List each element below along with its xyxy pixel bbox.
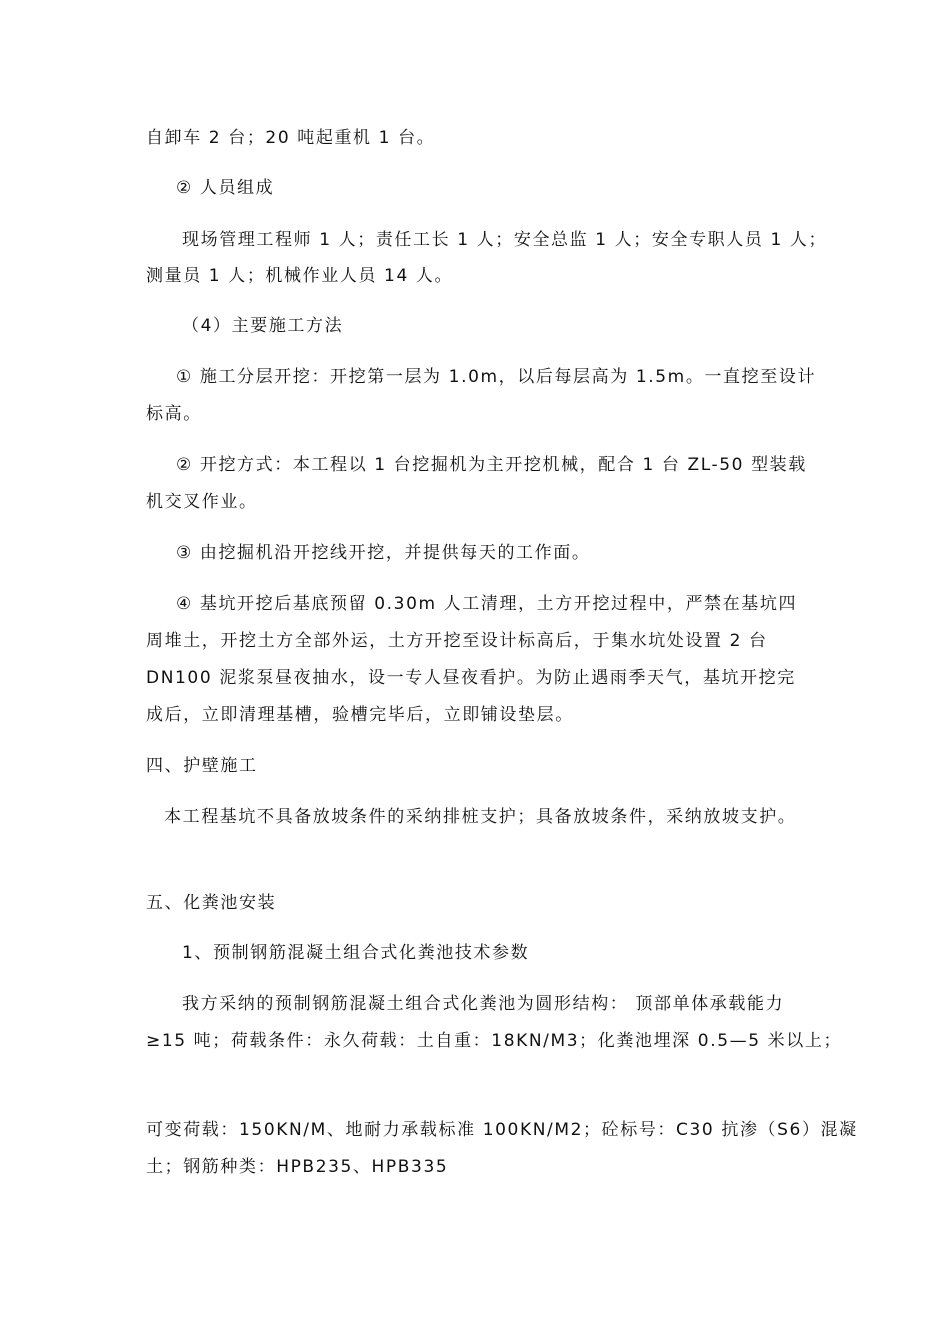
paragraph-line: 周堆土，开挖土方全部外运，土方开挖至设计标高后，于集水坑处设置 2 台 — [146, 631, 768, 651]
paragraph-line: 现场管理工程师 1 人；责任工长 1 人；安全总监 1 人；安全专职人员 1 人； — [182, 230, 828, 250]
paragraph-line: ② 开挖方式：本工程以 1 台挖掘机为主开挖机械，配合 1 台 ZL-50 型装载 — [176, 455, 807, 475]
heading-construction-method: （4）主要施工方法 — [182, 316, 344, 336]
paragraph-line: 机交叉作业。 — [146, 492, 258, 512]
heading-personnel: ② 人员组成 — [176, 178, 275, 198]
paragraph-line: 标高。 — [146, 404, 202, 424]
paragraph-line: ③ 由挖掘机沿开挖线开挖，并提供每天的工作面。 — [176, 543, 591, 563]
paragraph-line: ① 施工分层开挖：开挖第一层为 1.0m，以后每层高为 1.5m。一直挖至设计 — [176, 367, 817, 387]
paragraph-line: 成后，立即清理基槽，验槽完毕后，立即铺设垫层。 — [146, 705, 574, 725]
paragraph-line: DN100 泥浆泵昼夜抽水，设一专人昼夜看护。为防止遇雨季天气，基坑开挖完 — [146, 668, 796, 688]
section-heading-4: 四、护壁施工 — [146, 756, 258, 776]
subsection-heading: 1、预制钢筋混凝土组合式化粪池技术参数 — [182, 943, 530, 963]
paragraph-line: 我方采纳的预制钢筋混凝土组合式化粪池为圆形结构： 顶部单体承载能力 — [182, 994, 785, 1014]
paragraph-line: ④ 基坑开挖后基底预留 0.30m 人工清理，土方开挖过程中，严禁在基坑四 — [176, 594, 798, 614]
paragraph-line: 测量员 1 人；机械作业人员 14 人。 — [146, 266, 454, 286]
paragraph-line: 自卸车 2 台；20 吨起重机 1 台。 — [146, 128, 436, 148]
paragraph-line: 本工程基坑不具备放坡条件的采纳排桩支护；具备放坡条件，采纳放坡支护。 — [164, 807, 797, 827]
paragraph-line: ≥15 吨；荷载条件：永久荷载：土自重：18KN/M3；化粪池埋深 0.5—5 米以上； — [146, 1031, 843, 1051]
section-heading-5: 五、化粪池安装 — [146, 893, 277, 913]
paragraph-line: 土；钢筋种类：HPB235、HPB335 — [146, 1157, 449, 1177]
paragraph-line: 可变荷载：150KN/M、地耐力承载标准 100KN/M2；砼标号：C30 抗渗（S6）混凝 — [146, 1120, 858, 1140]
